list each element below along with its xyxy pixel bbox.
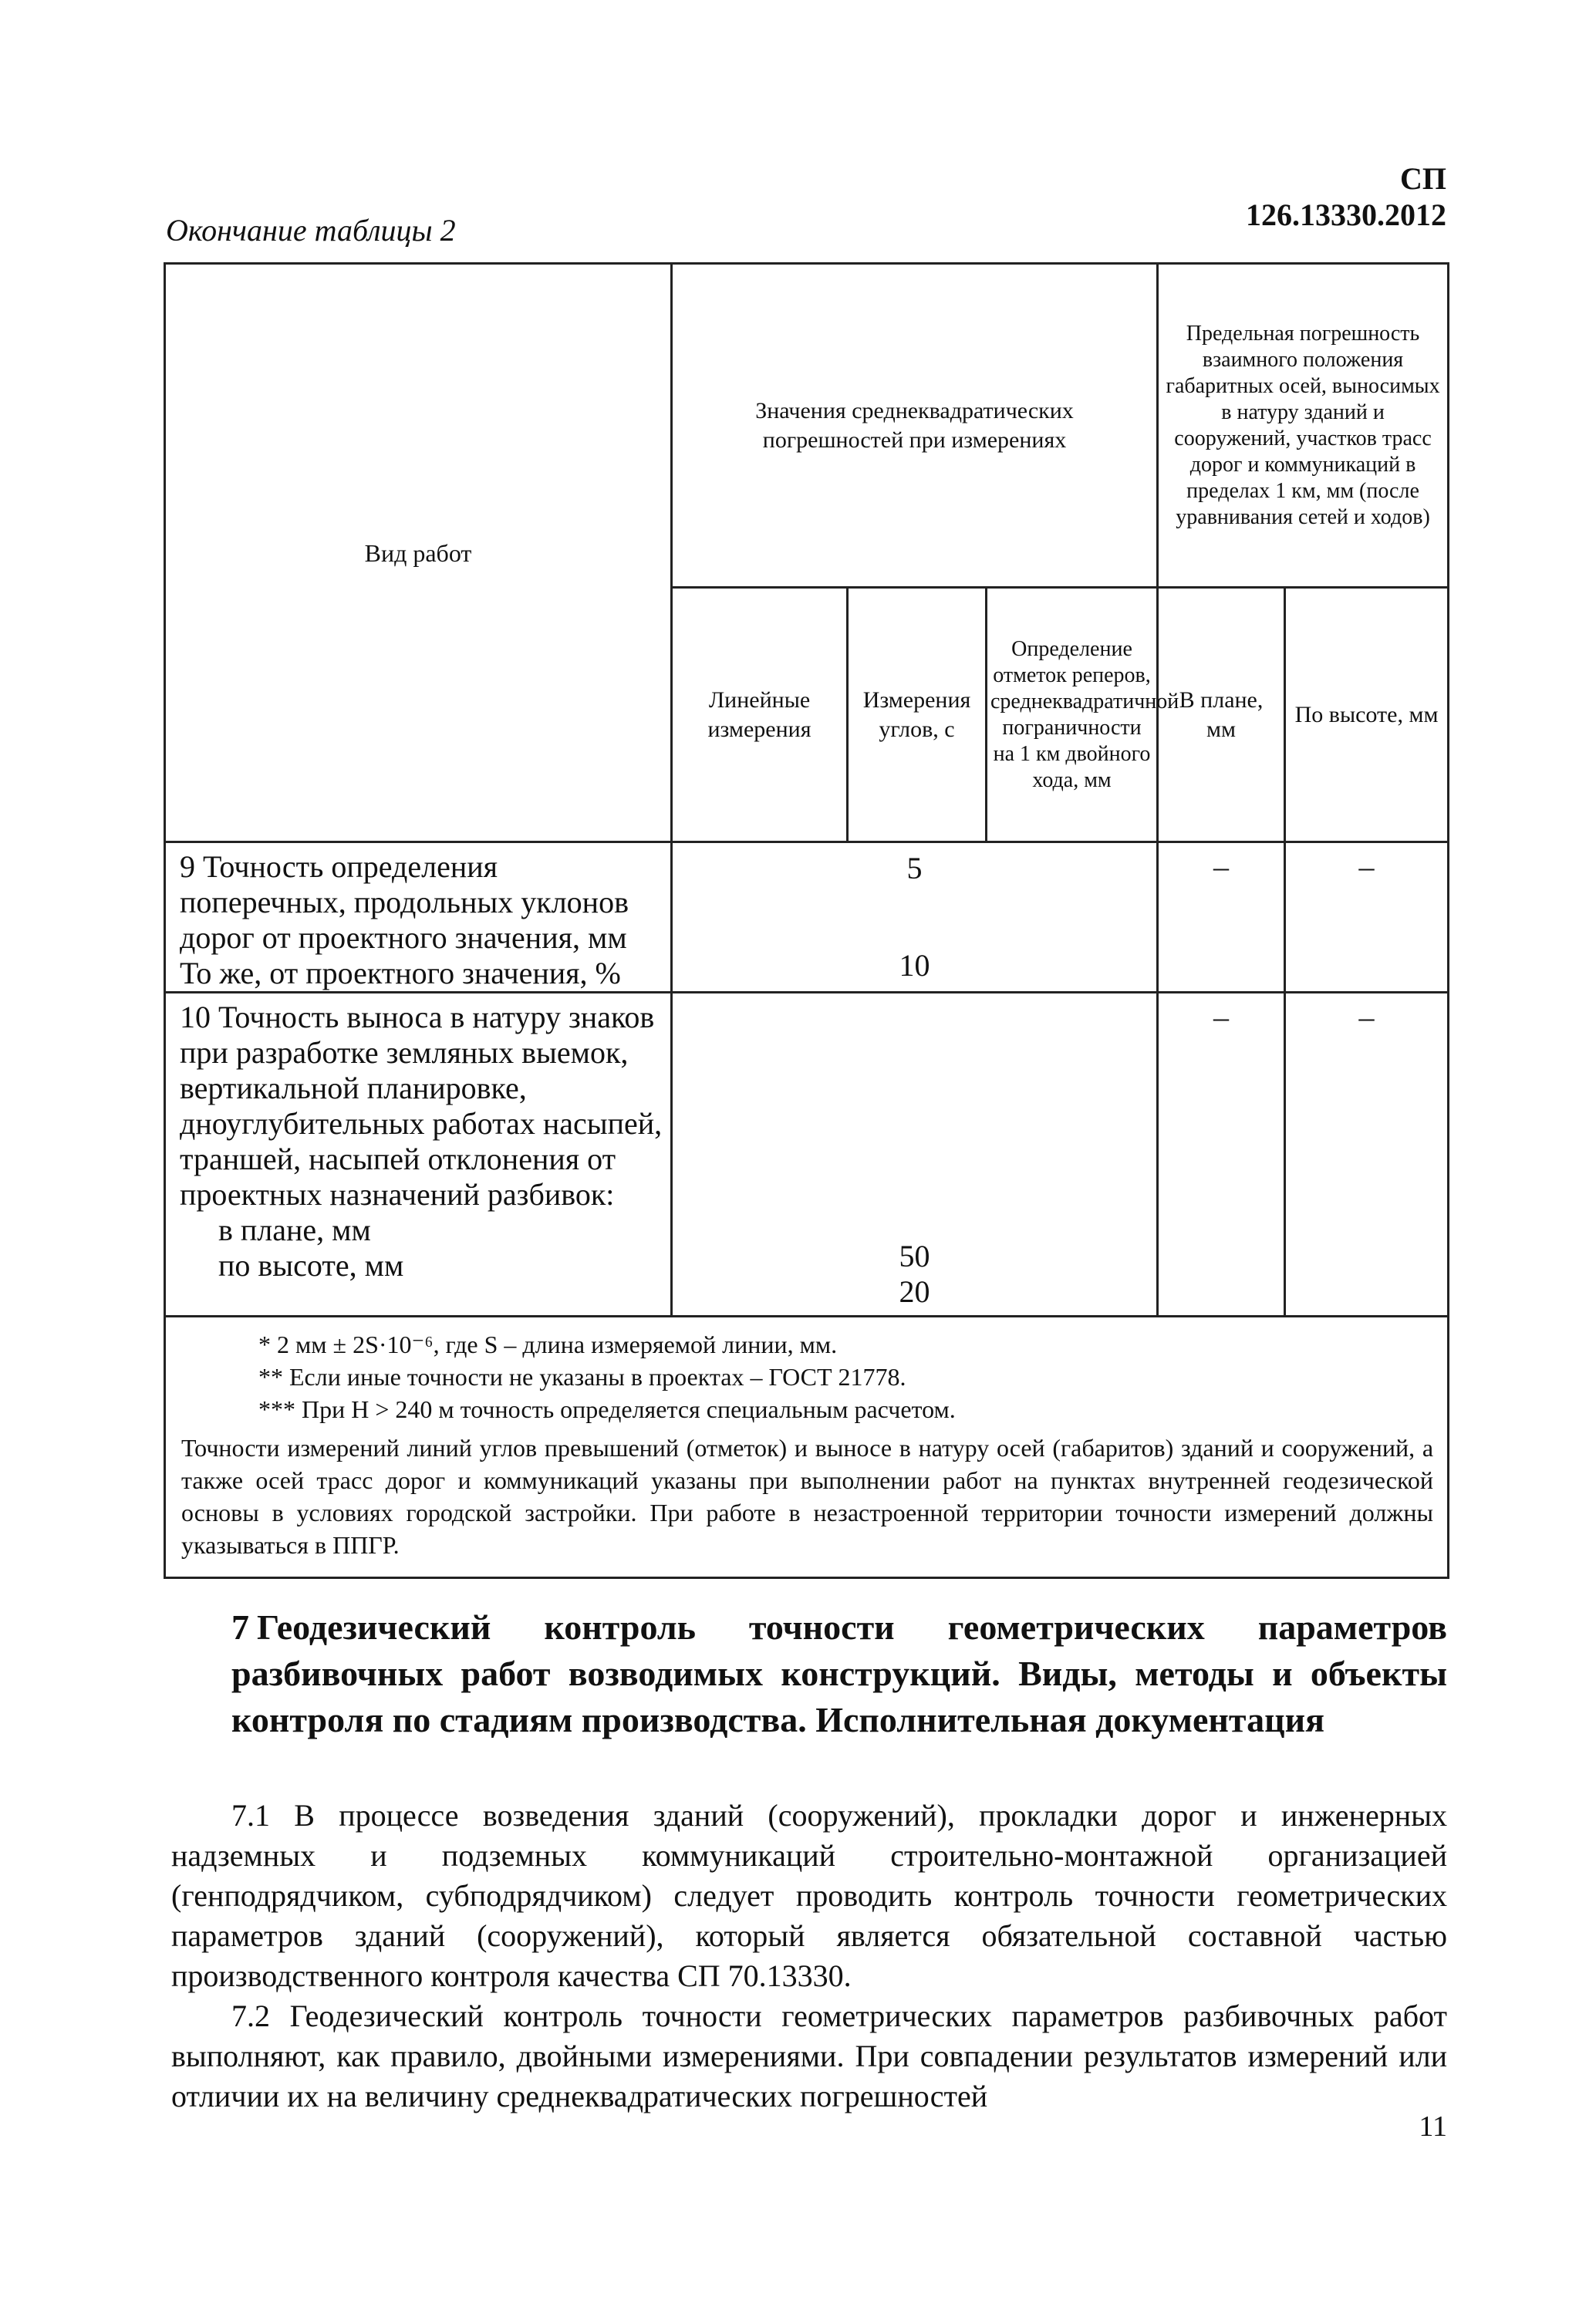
paragraph-7-1: 7.1 В процессе возведения зданий (сооружений), прокладки дорог и инженерных надземных и подземных коммуникаций строительно-монтажной организацией (генподрядчиком, субподрядчиком) следует проводить контроль точности геометрических параметров зданий (сооружений), который является обязательной составной частью производственного контроля качества СП 70.13330. [171, 1798, 1447, 1993]
row10-values [672, 993, 1158, 1317]
row10-value1: 50 [899, 1239, 930, 1273]
row9-title: 9 Точность определения поперечных, продольных уклонов дорог от проектного значения, мм [180, 849, 629, 955]
row10-height: – [1285, 993, 1449, 1317]
row9-height: – [1285, 842, 1449, 993]
row10-title: 10 Точность выноса в натуру знаков при разработке земляных выемок, вертикальной планировке, дноуглубительных работах насыпей, траншей, насыпей отклонения от проектных назначений разбивок: [180, 1000, 663, 1212]
row9-value2: 10 [899, 948, 930, 983]
table-notes [165, 1317, 1449, 1578]
note-4: Точности измерений линий углов превышений (отметок) и выносе в натуру осей (габаритов) зданий и сооружений, а также осей трасс дорог и коммуникаций указаны при выполнении работ на пунктах внутренней геодезической основы в условиях городской застройки. При работе в незастроенной территории точности измерений должны указываться в ППГР. [181, 1434, 1434, 1559]
section-number: 7 [231, 1607, 249, 1647]
row10-sub2: по высоте, мм [218, 1248, 404, 1283]
accuracy-table [164, 262, 1449, 1579]
row10-sub1: в плане, мм [218, 1213, 371, 1247]
row9-sub: То же, от проектного значения, % [180, 956, 621, 990]
section-heading [231, 1604, 1447, 1743]
page-number: 11 [1419, 2110, 1447, 2143]
table-row [165, 842, 1449, 993]
header-benchmarks: Определение отметок реперов, среднеквадратичной пограничности на 1 км двойного хода, мм [987, 588, 1158, 842]
row9-plan: – [1158, 842, 1285, 993]
row10-plan: – [1158, 993, 1285, 1317]
header-height: По высоте, мм [1285, 588, 1449, 842]
row9-value1: 5 [906, 851, 923, 885]
section-title: Геодезический контроль точности геометрических параметров разбивочных работ возводимых конструкций. Виды, методы и объекты контроля по стадиям производства. Исполнительная документация [231, 1607, 1447, 1739]
table-row [165, 993, 1449, 1317]
header-rms-title: Значения среднеквадратических погрешностей при измерениях [672, 264, 1158, 588]
header-work-type: Вид работ [165, 264, 672, 842]
header-limit-title: Предельная погрешность взаимного положения габаритных осей, выносимых в натуру зданий и сооружений, участков трасс дорог и коммуникаций в пределах 1 км, мм (после уравнивания сетей и ходов) [1158, 264, 1449, 588]
note-2: ** Если иные точности не указаны в проектах – ГОСТ 21778. [258, 1363, 906, 1391]
header-linear: Линейные измерения [672, 588, 848, 842]
header-angles: Измерения углов, с [848, 588, 987, 842]
row10-cell [165, 993, 672, 1317]
note-3: *** При H > 240 м точность определяется специальным расчетом. [258, 1395, 956, 1423]
table-caption: Окончание таблицы 2 [166, 213, 456, 248]
row9-cell [165, 842, 672, 993]
row10-value2: 20 [899, 1274, 930, 1309]
document-code: СП 126.13330.2012 [1246, 161, 1446, 232]
note-1: * 2 мм ± 2S·10⁻⁶, где S – длина измеряемой линии, мм. [258, 1331, 838, 1358]
row9-values [672, 842, 1158, 993]
header-plan: В плане, мм [1158, 588, 1285, 842]
paragraph-7-2: 7.2 Геодезический контроль точности геометрических параметров разбивочных работ выполняют, как правило, двойными измерениями. При совпадении результатов измерений или отличии их на величину среднеквадратических погрешностей [171, 1999, 1447, 2113]
